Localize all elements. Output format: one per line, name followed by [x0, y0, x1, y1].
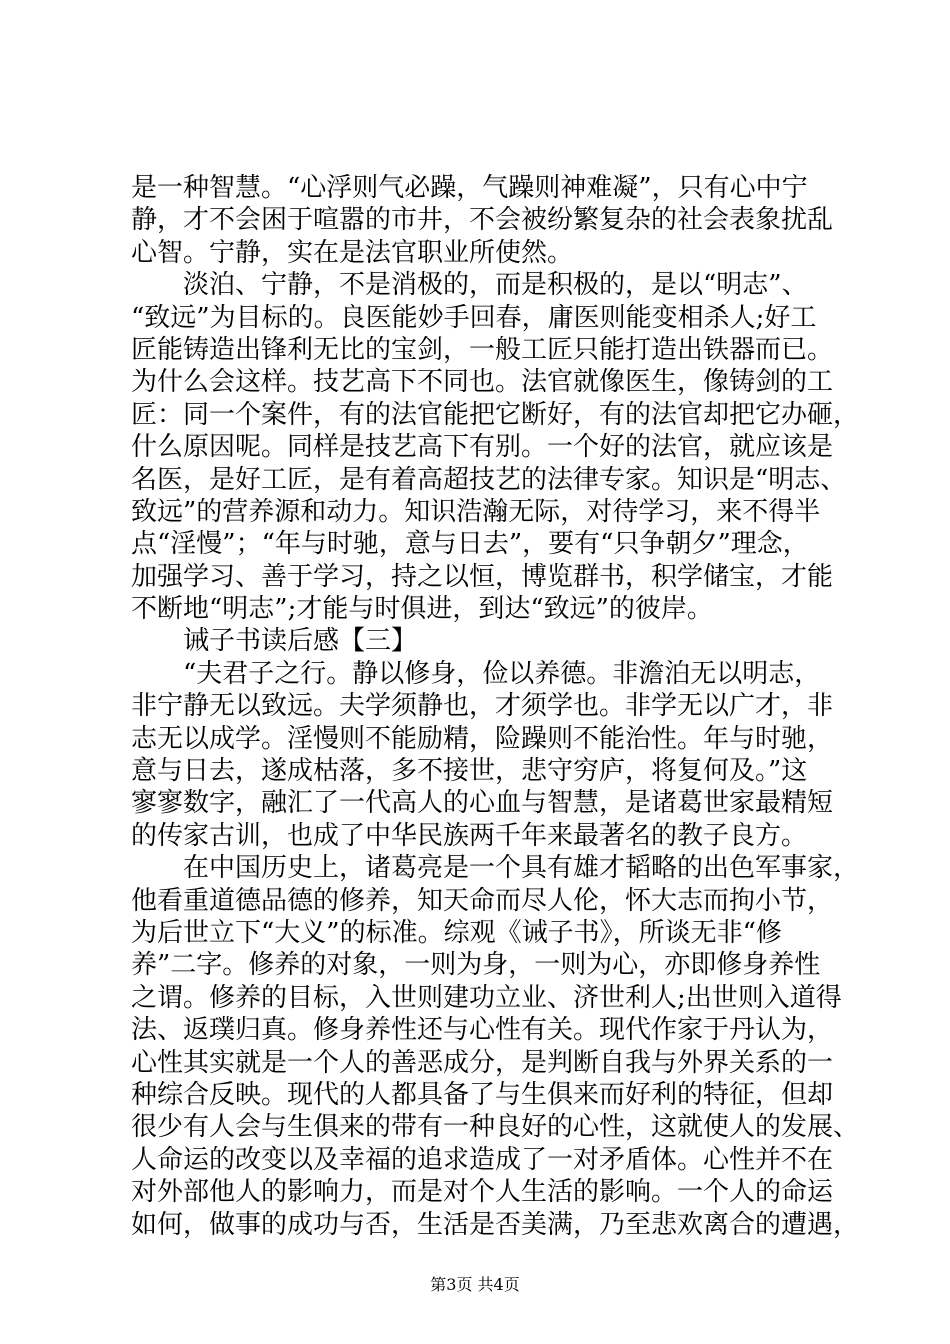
text-line: 匠能铸造出锋利无比的宝剑，一般工匠只能打造出铁器而已。 — [131, 334, 834, 365]
text-line: 加强学习、善于学习，持之以恒，博览群书，积学储宝，才能 — [131, 561, 834, 592]
text-line: 静，才不会困于喧嚣的市井，不会被纷繁复杂的社会表象扰乱 — [131, 205, 834, 236]
text-line: 淡泊、宁静，不是消极的，而是积极的，是以“明志”、 — [183, 270, 808, 301]
text-line: 人命运的改变以及幸福的追求造成了一对矛盾体。心性并不在 — [131, 1144, 834, 1175]
text-line: “致远”为目标的。良医能妙手回春，庸医则能变相杀人;好工 — [131, 302, 817, 333]
text-line: 很少有人会与生俱来的带有一种良好的心性，这就使人的发展、 — [131, 1112, 860, 1143]
text-line: 非宁静无以致远。夫学须静也，才须学也。非学无以广才，非 — [131, 691, 834, 722]
text-line: 种综合反映。现代的人都具备了与生俱来而好利的特征，但却 — [131, 1079, 834, 1110]
text-line: 如何，做事的成功与否，生活是否美满，乃至悲欢离合的遭遇， — [131, 1209, 860, 1240]
text-line: 意与日去，遂成枯落，多不接世，悲守穷庐，将复何及。”这 — [131, 756, 808, 787]
text-line: “夫君子之行。静以修身，俭以养德。非澹泊无以明志， — [183, 658, 821, 689]
text-line: 志无以成学。淫慢则不能励精，险躁则不能治性。年与时驰， — [131, 723, 834, 754]
text-line: 心智。宁静，实在是法官职业所使然。 — [131, 237, 574, 268]
text-line: 什么原因呢。同样是技艺高下有别。一个好的法官，就应该是 — [131, 432, 834, 463]
text-line: 是一种智慧。“心浮则气必躁，气躁则神难凝”，只有心中宁 — [131, 173, 808, 203]
text-line: 匠：同一个案件，有的法官能把它断好，有的法官却把它办砸， — [131, 399, 860, 430]
text-line: 不断地“明志”;才能与时俱进，到达“致远”的彼岸。 — [131, 594, 713, 625]
text-line: 养”二字。修养的对象，一则为身，一则为心，亦即修身养性 — [131, 950, 821, 981]
text-line: 对外部他人的影响力，而是对个人生活的影响。一个人的命运 — [131, 1177, 834, 1208]
text-line: 点“淫慢”；“年与时驰，意与日去”，要有“只争朝夕”理念， — [131, 529, 809, 560]
text-line: 心性其实就是一个人的善恶成分，是判断自我与外界关系的一 — [131, 1047, 834, 1078]
text-line: 寥寥数字，融汇了一代高人的心血与智慧，是诸葛世家最精短 — [131, 788, 834, 819]
text-line: 在中国历史上，诸葛亮是一个具有雄才韬略的出色军事家， — [183, 853, 860, 884]
text-line: 之谓。修养的目标，入世则建功立业、济世利人;出世则入道得 — [131, 982, 842, 1013]
page-footer: 第3页 共4页 — [430, 1275, 520, 1294]
text-line: 为什么会这样。技艺高下不同也。法官就像医生，像铸剑的工 — [131, 367, 834, 398]
text-line: 致远”的营养源和动力。知识浩瀚无际，对待学习，来不得半 — [131, 496, 821, 527]
text-line: 法、返璞归真。修身养性还与心性有关。现代作家于丹认为， — [131, 1015, 834, 1046]
body-text — [131, 172, 860, 1241]
text-line: 的传家古训，也成了中华民族两千年来最著名的教子良方。 — [131, 820, 808, 851]
text-line: 为后世立下“大义”的标准。综观《诫子书》，所谈无非“修 — [131, 917, 782, 948]
text-line: 诫子书读后感【三】 — [183, 626, 418, 657]
text-line: 名医，是好工匠，是有着高超技艺的法律专家。知识是“明志、 — [131, 464, 847, 495]
text-line: 他看重道德品德的修养，知天命而尽人伦，怀大志而拘小节， — [131, 885, 834, 916]
